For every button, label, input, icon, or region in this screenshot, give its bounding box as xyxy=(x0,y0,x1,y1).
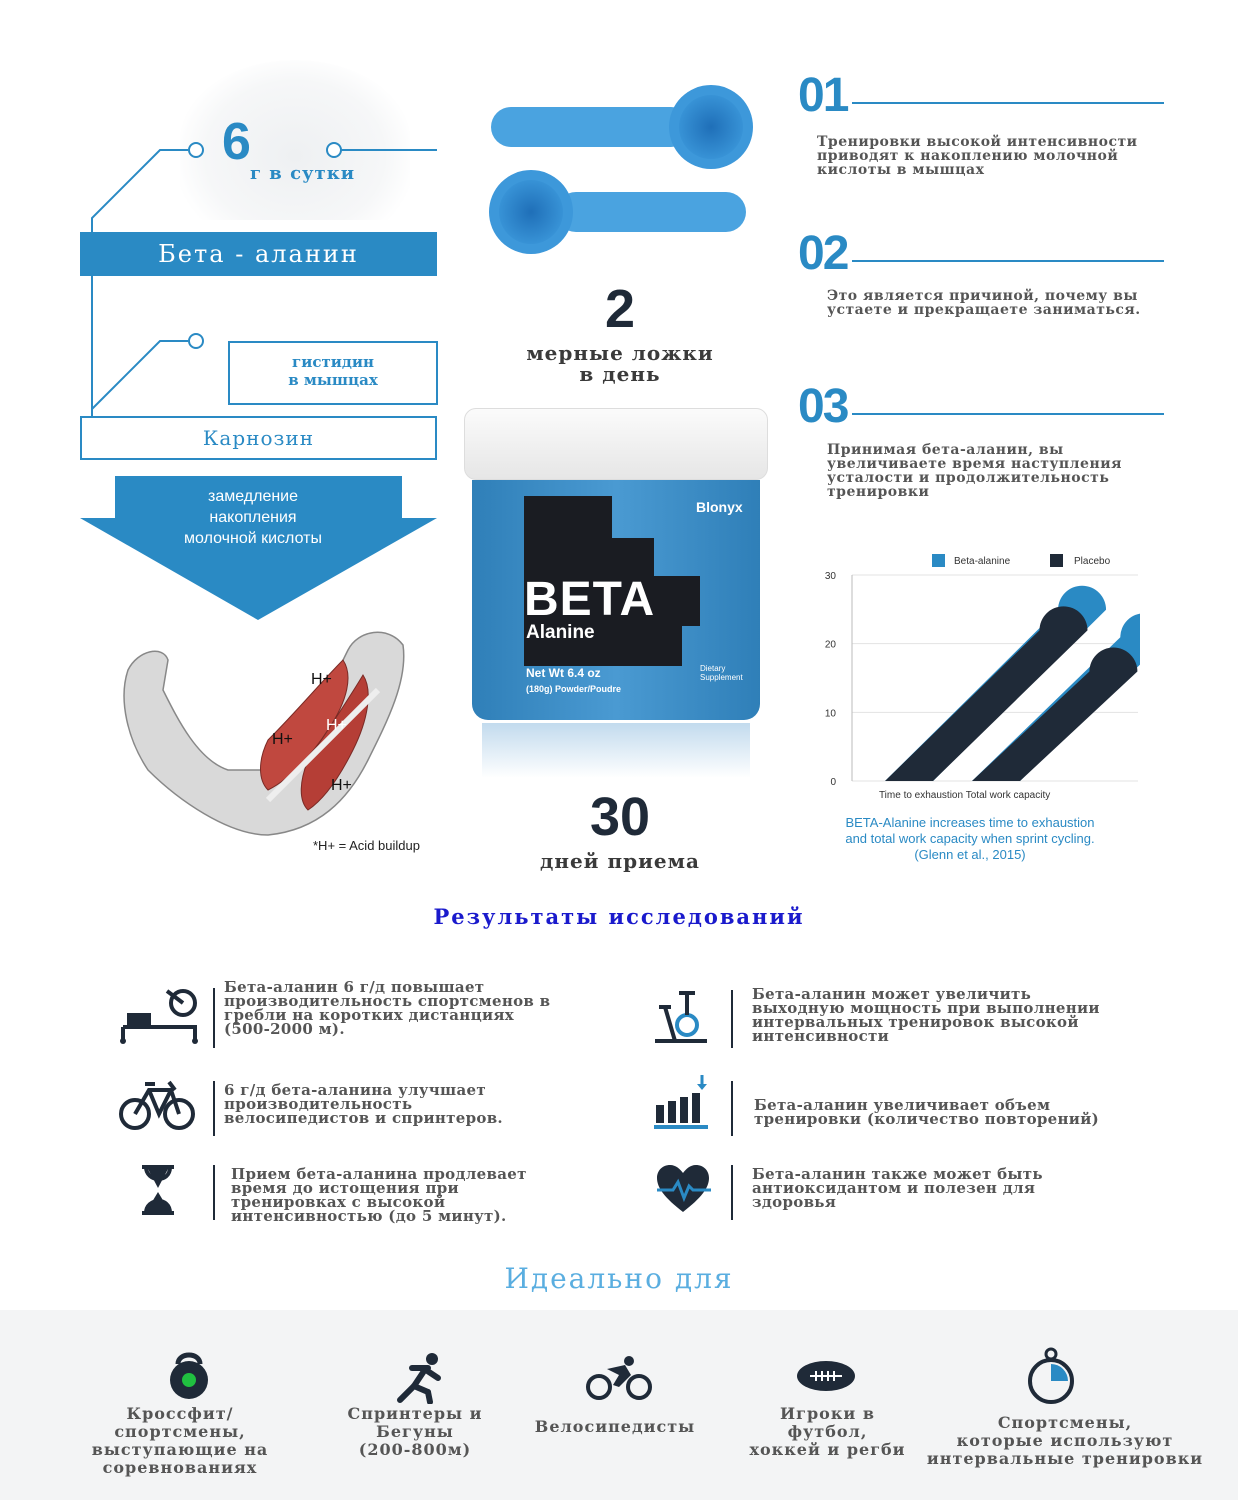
research-item-2 xyxy=(752,987,1100,1043)
bar-placebo-0 xyxy=(885,606,1088,781)
hourglass-icon xyxy=(140,1164,176,1220)
football-icon xyxy=(796,1358,856,1398)
research-item-1-line-4: (500-2000 м). xyxy=(224,1020,345,1038)
ideal-item-1-line-2: спортсмены, xyxy=(114,1422,246,1441)
ideal-item-2-line-1: Спринтеры и xyxy=(347,1404,483,1423)
research-item-2-line-2: выходную мощность при выполнении xyxy=(752,999,1100,1017)
y-tick-label-0: 0 xyxy=(830,777,836,788)
arrow-text-line-3: молочной кислоты xyxy=(184,530,322,547)
ideal-item-1 xyxy=(80,1405,280,1477)
step-2-text xyxy=(827,289,1141,317)
chart-caption-line-3: (Glenn et al., 2015) xyxy=(914,847,1026,862)
step-1-text-line-3: кислоты в мышцах xyxy=(817,162,985,178)
scoops-number: 2 xyxy=(604,279,636,339)
step-3-text-line-1: Принимая бета-аланин, вы xyxy=(827,442,1064,458)
exercise-bike-icon xyxy=(651,987,711,1051)
jar-dietary-line-1: Dietary xyxy=(700,664,726,673)
step-3-text-line-4: тренировки xyxy=(827,484,930,500)
jar-lid xyxy=(464,408,768,480)
research-item-3-line-2: производительность xyxy=(224,1095,413,1113)
dose-number: 6 xyxy=(222,113,251,171)
legend-placebo-label: Placebo xyxy=(1074,556,1111,567)
histidine-box xyxy=(228,341,438,405)
kettlebell-icon xyxy=(166,1350,212,1404)
ideal-item-2-line-2: Бегуны xyxy=(376,1422,454,1441)
h-plus-label-4: H+ xyxy=(331,777,352,794)
research-item-5-line-3: тренировках с высокой xyxy=(231,1193,446,1211)
jar-dietary-line-2: Supplement xyxy=(700,673,743,682)
step-3-text-line-2: увеличиваете время наступления xyxy=(827,456,1122,472)
stopwatch-icon xyxy=(1026,1346,1076,1410)
step-1-text-line-2: приводят к накоплению молочной xyxy=(817,148,1119,164)
research-chart xyxy=(820,545,1140,810)
bicycle-icon xyxy=(119,1076,195,1136)
carnosine-box: Карнозин xyxy=(80,416,437,460)
h-plus-label-3: H+ xyxy=(272,731,293,748)
histidine-line-2: в мышцах xyxy=(288,371,378,389)
research-item-4-line-2: тренировки (количество повторений) xyxy=(754,1110,1100,1128)
beta-alanine-box: Бета - аланин xyxy=(80,232,437,276)
days-label: дней приема xyxy=(539,849,700,873)
bar-growth-icon xyxy=(652,1075,712,1135)
heart-pulse-icon xyxy=(655,1164,711,1218)
y-tick-label-2: 20 xyxy=(824,639,836,651)
step-3 xyxy=(798,379,847,434)
research-divider-1 xyxy=(213,988,215,1048)
scoops-label-line-2: в день xyxy=(579,362,661,386)
research-item-3-line-3: велосипедистов и спринтеров. xyxy=(224,1109,503,1127)
step-2-text-line-1: Это является причиной, почему вы xyxy=(827,288,1138,304)
research-item-5-line-2: время до истощения при xyxy=(231,1179,459,1197)
jar-weight-line: (180g) Powder/Poudre xyxy=(526,684,622,694)
scoops-label xyxy=(500,343,740,385)
step-2 xyxy=(798,226,847,281)
research-divider-4 xyxy=(731,1081,733,1136)
ideal-item-4-line-1: Игроки в xyxy=(780,1404,875,1423)
research-item-3-line-1: 6 г/д бета-аланина улучшает xyxy=(224,1081,486,1099)
histidine-line-1: гистидин xyxy=(292,353,374,371)
ideal-item-5-line-2: которые используют xyxy=(956,1431,1174,1450)
arrow-text-line-2: накопления xyxy=(209,509,297,526)
x-category-label-1: Total work capacity xyxy=(965,790,1051,801)
research-item-1-line-1: Бета-аланин 6 г/д повышает xyxy=(224,978,485,996)
step-2-number: 02 xyxy=(798,227,848,280)
jar-title: BETA xyxy=(524,573,656,626)
research-item-1 xyxy=(224,980,550,1036)
research-item-5 xyxy=(231,1167,527,1223)
research-item-4 xyxy=(754,1098,1099,1126)
step-3-text-line-3: усталости и продолжительность xyxy=(827,470,1110,486)
research-item-2-line-3: интервальных тренировок высокой xyxy=(752,1013,1079,1031)
research-item-5-line-4: интенсивностью (до 5 минут). xyxy=(231,1207,507,1225)
step-1 xyxy=(798,68,847,123)
ideal-item-1-line-1: Кроссфит/ xyxy=(126,1404,234,1423)
jar-net-weight: Net Wt 6.4 oz xyxy=(526,666,601,680)
ideal-title: Идеально для xyxy=(504,1262,734,1295)
step-1-number: 01 xyxy=(798,69,848,122)
jar-brand: Blonyx xyxy=(696,499,743,515)
rowing-machine-icon xyxy=(117,983,203,1049)
days-number: 30 xyxy=(589,787,651,847)
research-item-2-line-1: Бета-аланин может увеличить xyxy=(752,985,1032,1003)
ideal-item-1-line-4: соревнованиях xyxy=(102,1458,258,1477)
ideal-item-3: Велосипедисты xyxy=(534,1417,696,1436)
ideal-item-4 xyxy=(745,1405,910,1459)
step-1-line xyxy=(852,102,1164,104)
arm-muscle-illustration xyxy=(118,620,418,850)
research-divider-2 xyxy=(731,990,733,1048)
step-1-text xyxy=(817,135,1138,177)
ideal-item-2 xyxy=(325,1405,505,1459)
ideal-item-5 xyxy=(920,1414,1210,1468)
ideal-item-5-line-3: интервальные тренировки xyxy=(926,1449,1204,1468)
ideal-item-1-line-3: выступающие на xyxy=(91,1440,269,1459)
y-tick-label-1: 10 xyxy=(824,708,836,720)
legend-beta-swatch xyxy=(932,554,945,567)
research-item-6-line-3: здоровья xyxy=(752,1193,837,1211)
chart-caption-line-2: and total work capacity when sprint cycling. xyxy=(845,831,1095,846)
chart-caption-line-1: BETA-Alanine increases time to exhaustion xyxy=(845,815,1095,830)
research-item-1-line-3: гребли на коротких дистанциях xyxy=(224,1006,515,1024)
runner-icon xyxy=(388,1352,448,1408)
research-item-6 xyxy=(752,1167,1043,1209)
step-2-line xyxy=(852,260,1164,262)
cyclist-icon xyxy=(585,1355,653,1405)
chart-caption xyxy=(820,815,1120,863)
research-item-2-line-4: интенсивности xyxy=(752,1027,890,1045)
research-item-6-line-1: Бета-аланин также может быть xyxy=(752,1165,1043,1183)
ideal-item-4-line-2: футбол, xyxy=(787,1422,868,1441)
step-3-text xyxy=(827,443,1122,499)
scoops-label-line-1: мерные ложки xyxy=(526,341,714,365)
step-3-number: 03 xyxy=(798,380,848,433)
legend-beta-label: Beta-alanine xyxy=(954,556,1011,567)
ideal-item-4-line-3: хоккей и регби xyxy=(749,1440,906,1459)
research-item-4-line-1: Бета-аланин увеличивает объем xyxy=(754,1096,1051,1114)
research-item-3 xyxy=(224,1083,503,1125)
measuring-scoops-image xyxy=(486,82,761,264)
jar-subtitle: Alanine xyxy=(526,622,595,643)
research-item-1-line-2: производительность спортсменов в xyxy=(224,992,551,1010)
research-divider-5 xyxy=(213,1165,215,1220)
y-tick-label-3: 30 xyxy=(824,571,836,582)
ideal-item-5-line-1: Спортсмены, xyxy=(997,1413,1133,1432)
acid-note: *H+ = Acid buildup xyxy=(313,838,420,853)
arrow-text-line-1: замедление xyxy=(207,488,299,505)
jar-dietary xyxy=(700,664,743,682)
h-plus-label-2: H+ xyxy=(326,717,347,734)
step-3-line xyxy=(852,413,1164,415)
research-item-6-line-2: антиоксидантом и полезен для xyxy=(752,1179,1036,1197)
research-item-5-line-1: Прием бета-аланина продлевает xyxy=(231,1165,527,1183)
jar-reflection xyxy=(482,723,750,778)
supplement-jar xyxy=(462,408,770,788)
legend-placebo-swatch xyxy=(1050,554,1063,567)
h-plus-label-1: H+ xyxy=(311,671,332,688)
research-divider-3 xyxy=(213,1081,215,1136)
x-category-label-0: Time to exhaustion xyxy=(878,790,964,801)
step-1-text-line-1: Тренировки высокой интенсивности xyxy=(817,134,1138,150)
ideal-item-2-line-3: (200-800м) xyxy=(358,1440,472,1459)
dose-unit: г в сутки xyxy=(250,163,356,184)
research-divider-6 xyxy=(731,1165,733,1220)
step-2-text-line-2: устаете и прекращаете заниматься. xyxy=(827,302,1141,318)
research-title: Результаты исследований xyxy=(433,904,805,929)
arrow-text xyxy=(150,486,356,549)
